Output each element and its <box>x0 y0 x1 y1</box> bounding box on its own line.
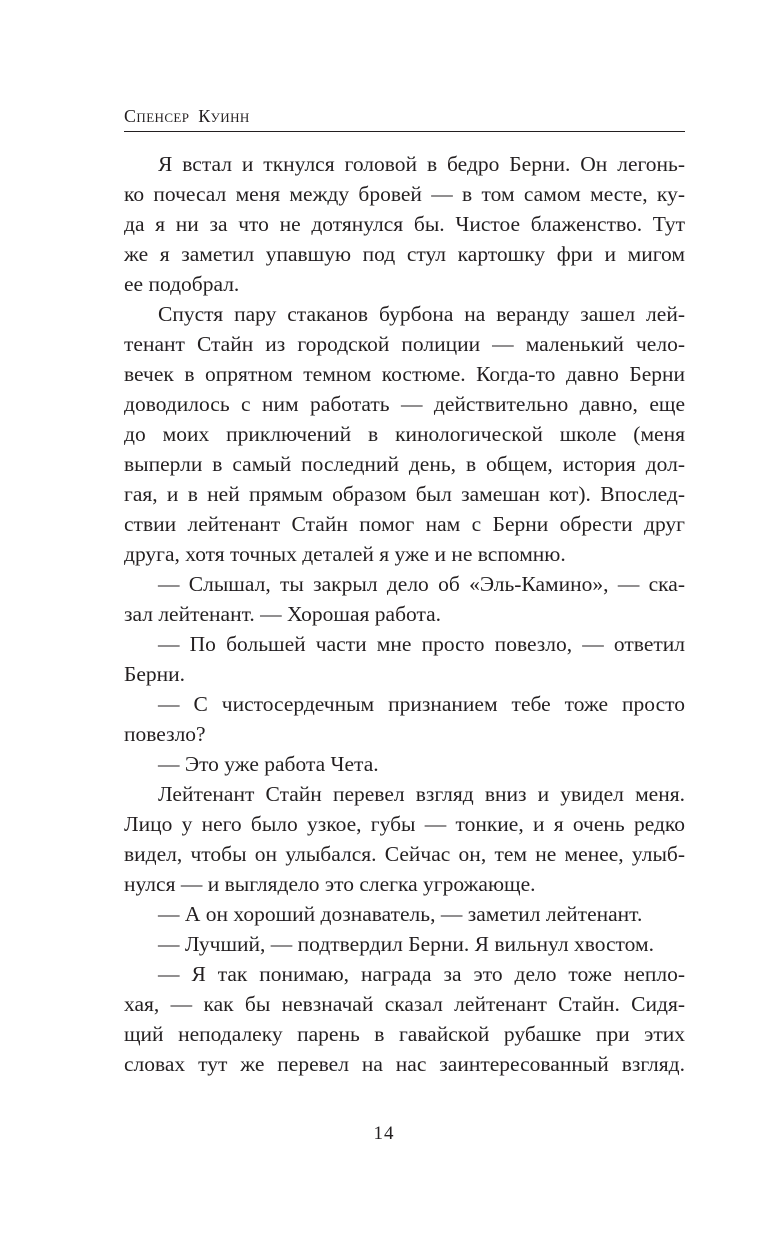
text-line: доводилось с ним работать — действительно давно, еще <box>124 392 685 416</box>
text-line: щий неподалеку парень в гавайской рубашке при этих <box>124 1022 685 1046</box>
text-line: гая, и в ней прямым образом был замешан кот). Впослед- <box>124 482 685 506</box>
text-line: тенант Стайн из городской полиции — маленький чело- <box>124 332 685 356</box>
text-line: Лицо у него было узкое, губы — тонкие, и я очень редко <box>124 812 685 836</box>
text-line: до моих приключений в кинологической школе (меня <box>124 422 685 446</box>
text-line: Я встал и ткнулся головой в бедро Берни. Он легонь- <box>158 152 685 176</box>
text-line: — А он хороший дознаватель, — заметил лейтенант. <box>158 902 643 926</box>
text-line: хая, — как бы невзначай сказал лейтенант Стайн. Сидя- <box>124 992 685 1016</box>
text-line: — С чистосердечным признанием тебе тоже просто <box>158 692 685 716</box>
text-line: словах тут же перевел на нас заинтересованный взгляд. <box>124 1052 685 1076</box>
body-text <box>124 149 685 1079</box>
page-number: 14 <box>373 1123 395 1144</box>
text-line: вечек в опрятном темном костюме. Когда-то давно Берни <box>124 362 685 386</box>
text-line: ко почесал меня между бровей — в том самом месте, ку- <box>124 182 685 206</box>
author-name: Спенсер Куинн <box>124 106 250 126</box>
text-line: зал лейтенант. — Хорошая работа. <box>124 602 442 626</box>
text-line: выперли в самый последний день, в общем, история дол- <box>124 452 685 476</box>
text-line: Лейтенант Стайн перевел взгляд вниз и увидел меня. <box>158 782 685 806</box>
text-line: — Это уже работа Чета. <box>158 752 379 776</box>
text-line: же я заметил упавшую под стул картошку фри и мигом <box>124 242 685 266</box>
text-line: — Я так понимаю, награда за это дело тоже непло- <box>158 962 685 986</box>
text-line: друга, хотя точных деталей я уже и не вспомню. <box>124 542 566 566</box>
text-line: ствии лейтенант Стайн помог нам с Берни обрести друг <box>124 512 685 536</box>
text-line: да я ни за что не дотянулся бы. Чистое блаженство. Тут <box>124 212 685 236</box>
text-line: видел, чтобы он улыбался. Сейчас он, тем не менее, улыб- <box>124 842 685 866</box>
text-line: — Слышал, ты закрыл дело об «Эль-Камино», — ска- <box>158 572 685 596</box>
text-line: — По большей части мне просто повезло, — ответил <box>158 632 685 656</box>
text-line: ее подобрал. <box>124 272 240 296</box>
text-line: нулся — и выглядело это слегка угрожающе. <box>124 872 536 896</box>
text-line: — Лучший, — подтвердил Берни. Я вильнул хвостом. <box>158 932 654 956</box>
text-line: повезло? <box>124 722 206 746</box>
running-head <box>124 104 685 132</box>
text-line: Спустя пару стаканов бурбона на веранду зашел лей- <box>158 302 685 326</box>
text-line: Берни. <box>124 662 186 686</box>
